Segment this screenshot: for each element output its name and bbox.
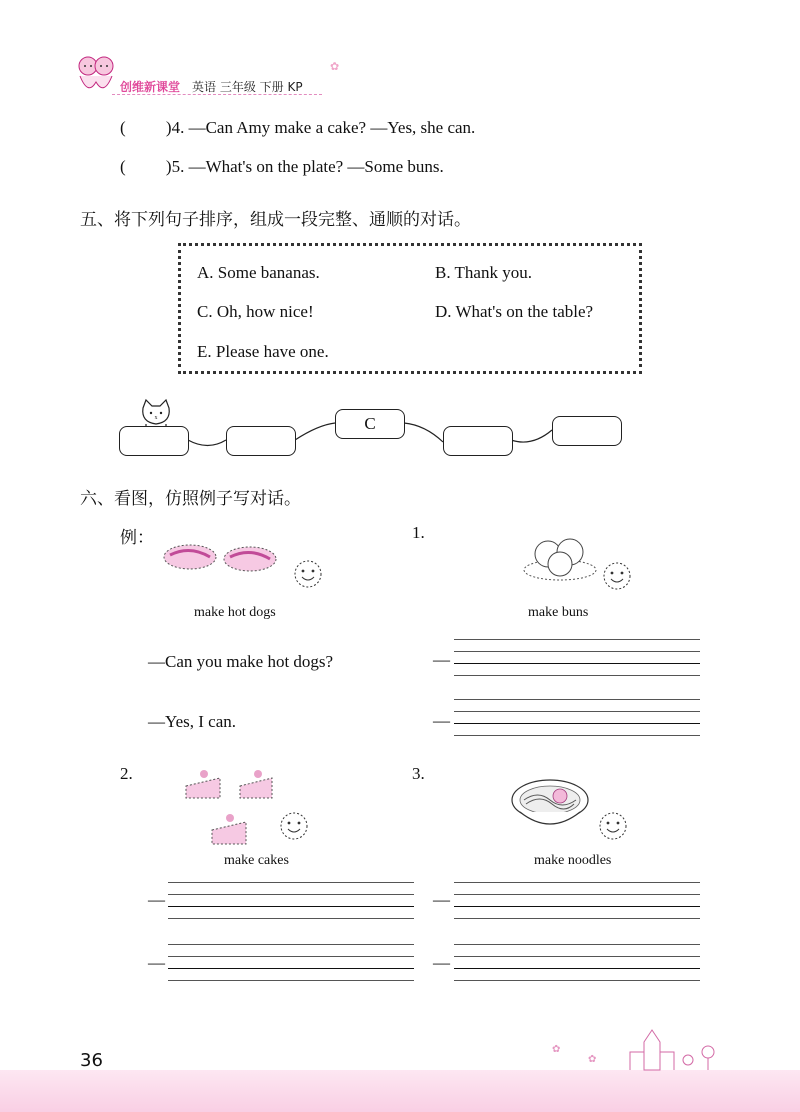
order-given-letter: C	[364, 414, 376, 433]
writing-lines-1[interactable]	[454, 639, 700, 676]
dash-marker: —	[148, 953, 165, 972]
option-e: E. Please have one.	[197, 342, 329, 361]
castle-decoration-icon	[548, 1022, 728, 1072]
example-answer: —Yes, I can.	[148, 712, 236, 731]
writing-lines-3[interactable]	[168, 882, 414, 919]
svg-text:✿: ✿	[552, 1044, 561, 1055]
writing-lines-4[interactable]	[168, 944, 414, 981]
order-blank-2[interactable]	[226, 426, 296, 456]
order-given-c	[335, 409, 405, 439]
header-divider	[112, 94, 322, 95]
order-blank-4[interactable]	[443, 426, 513, 456]
dash-marker: —	[433, 711, 450, 730]
item-1-number: 1.	[412, 523, 425, 542]
footer-band	[0, 1070, 800, 1112]
writing-lines-2[interactable]	[454, 699, 700, 736]
item-3-caption: make noodles	[534, 853, 612, 868]
dash-marker: —	[433, 890, 450, 909]
question-5	[120, 157, 444, 177]
smiley-icon	[279, 811, 309, 841]
option-b: B. Thank you.	[435, 263, 532, 282]
svg-text:x: x	[154, 415, 158, 421]
smiley-icon	[602, 561, 632, 591]
header-girls-illustration	[72, 52, 120, 98]
page-number: 36	[80, 1050, 103, 1071]
buns-icon	[520, 528, 600, 584]
order-blank-1[interactable]	[119, 426, 189, 456]
option-a: A. Some bananas.	[197, 263, 320, 282]
item-2-number: 2.	[120, 764, 133, 783]
option-d: D. What's on the table?	[435, 302, 594, 321]
smiley-icon	[293, 559, 323, 589]
dash-marker: —	[148, 890, 165, 909]
answer-paren-open[interactable]: (	[120, 157, 126, 176]
item-1-caption: make buns	[528, 605, 589, 620]
book-info: 英语 三年级 下册 KP	[192, 80, 303, 94]
question-4	[120, 118, 475, 138]
noodles-icon	[508, 772, 592, 838]
question-5-text: )5. —What's on the plate? —Some buns.	[165, 157, 444, 176]
section-5-title: 五、将下列句子排序，组成一段完整、通顺的对话。	[80, 210, 471, 230]
writing-lines-5[interactable]	[454, 882, 700, 919]
dash-marker: —	[433, 953, 450, 972]
cakes-icon	[182, 764, 282, 850]
brand-title: 创维新课堂	[120, 80, 181, 94]
hot-dogs-icon	[158, 535, 288, 583]
answer-paren-open[interactable]: (	[120, 118, 126, 137]
item-3-number: 3.	[412, 764, 425, 783]
option-c: C. Oh, how nice!	[197, 302, 314, 321]
order-blank-5[interactable]	[552, 416, 622, 446]
example-caption: make hot dogs	[194, 605, 276, 620]
svg-text:✿: ✿	[588, 1054, 597, 1065]
example-question: —Can you make hot dogs?	[148, 652, 334, 671]
example-label: 例：	[120, 528, 154, 548]
flower-icon: ✿	[330, 61, 340, 73]
question-4-text: )4. —Can Amy make a cake? —Yes, she can.	[165, 118, 476, 137]
smiley-icon	[598, 811, 628, 841]
item-2-caption: make cakes	[224, 853, 289, 868]
section-6-title: 六、看图，仿照例子写对话。	[80, 489, 301, 509]
dash-marker: —	[433, 650, 450, 669]
writing-lines-6[interactable]	[454, 944, 700, 981]
